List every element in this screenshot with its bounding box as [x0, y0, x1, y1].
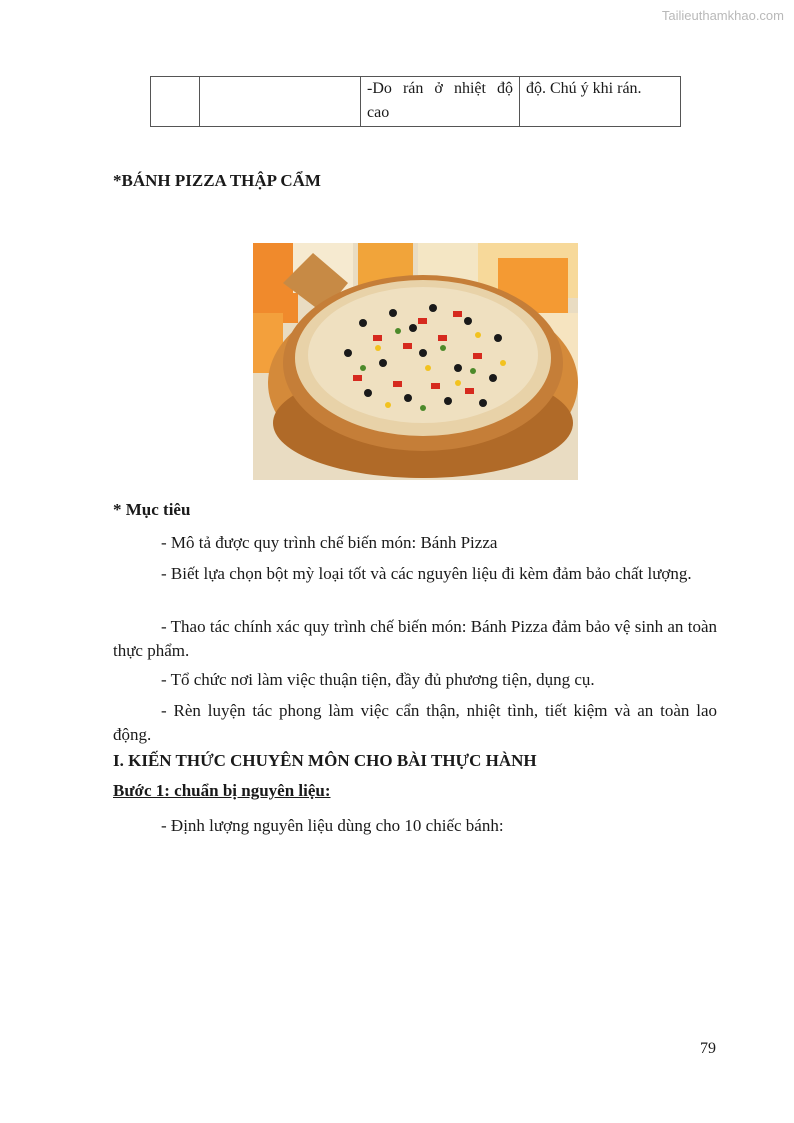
pizza-photo [253, 243, 578, 480]
objective-item: - Mô tả được quy trình chế biến món: Bánh Pizza [161, 533, 498, 552]
step-text: - Định lượng nguyên liệu dùng cho 10 chiếc bánh: [161, 816, 504, 835]
table-cell [200, 77, 361, 127]
section-title: I. KIẾN THỨC CHUYÊN MÔN CHO BÀI THỰC HÀNH [113, 751, 537, 770]
table-cell [151, 77, 200, 127]
page-number: 79 [700, 1040, 716, 1057]
cell-text-line2: cao [367, 104, 390, 121]
table-cell [361, 77, 520, 127]
carryover-table [150, 76, 681, 127]
objective-item: - Tổ chức nơi làm việc thuận tiện, đầy đủ phương tiện, dụng cụ. [161, 670, 595, 689]
cell-text-line1: -Do rán ở nhiệt độ [367, 80, 513, 97]
objective-item: - Rèn luyện tác phong làm việc cẩn thận, nhiệt tình, tiết kiệm và an toàn lao động. [113, 701, 717, 744]
watermark: Tailieuthamkhao.com [661, 8, 784, 23]
table-cell: độ. Chú ý khi rán. [520, 77, 681, 127]
objective-item: - Thao tác chính xác quy trình chế biến món: Bánh Pizza đảm bảo vệ sinh an toàn thực phẩm. [113, 617, 717, 660]
objectives-title: * Mục tiêu [113, 500, 191, 519]
step-title: Bước 1: chuẩn bị nguyên liệu: [113, 781, 331, 800]
objective-item: - Biết lựa chọn bột mỳ loại tốt và các nguyên liệu đi kèm đảm bảo chất lượng. [161, 564, 692, 583]
recipe-heading: *BÁNH PIZZA THẬP CẨM [113, 171, 321, 190]
table-row [151, 77, 681, 127]
